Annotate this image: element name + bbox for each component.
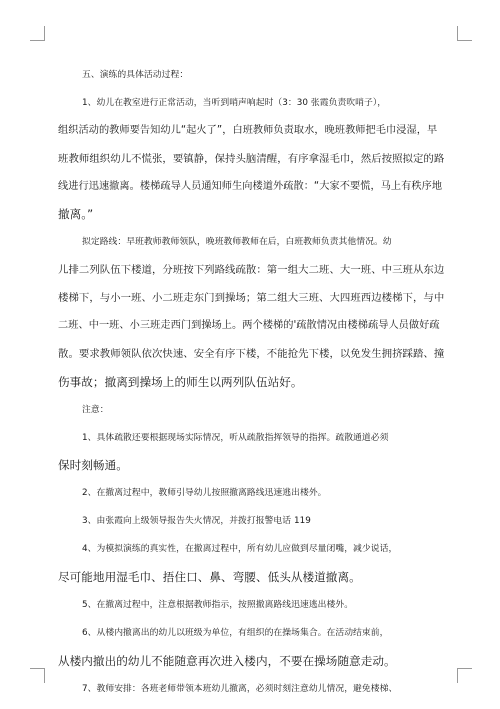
text-line: 班教师组织幼儿不慌张，要镇静，保持头脑清醒，有序拿湿毛巾，然后按照拟定的路 <box>58 152 445 165</box>
text-line: 5、在撤离过程中，注意根据教师指示，按照撤离路线迅速逃出楼外。 <box>82 599 354 610</box>
text-line: 1、幼儿在教室进行正常活动，当听到哨声响起时（3：30 张霞负责吹哨子）， <box>82 97 387 108</box>
text-line: 6、从楼内撤离出的幼儿以班级为单位，有组织的在操场集合。在活动结束前， <box>82 627 389 638</box>
text-line: 儿排二列队伍下楼道，分班按下列路线疏散：第一组大二班、大一班、中三班从东边 <box>58 264 445 277</box>
document-body <box>58 68 444 709</box>
text-line: 4、为模拟演练的真实性，在撤离过程中，所有幼儿应做到尽量闭嘴，减少说话， <box>82 544 398 555</box>
text-line: 尽可能地用湿毛巾、捂住口、鼻、弯腰、低头从楼道撤离。 <box>58 570 361 585</box>
text-line: 保时刻畅通。 <box>58 458 128 473</box>
text-line: 散。要求教师领队依次快速、安全有序下楼，不能抢先下楼，以免发生拥挤踩踏、撞 <box>58 347 445 360</box>
text-line: 楼梯下，与小一班、小二班走东门到操场；第二组大三班、大四班西边楼梯下，与中 <box>58 292 445 305</box>
text-line: 五、演练的具体活动过程： <box>82 70 189 80</box>
text-line: 3、由张霞向上级领导报告失火情况，并拨打报警电话 119 <box>82 516 311 527</box>
text-line: 撤离。” <box>58 207 94 222</box>
text-line: 伤事故；撤离到操场上的师生以两列队伍站好。 <box>58 374 303 389</box>
crop-mark-top-right <box>457 26 472 41</box>
crop-mark-bottom-right <box>457 668 472 683</box>
text-line: 线进行迅速撤离。楼梯疏导人员通知师生向楼道外疏散：“大家不要慌，马上有秩序地 <box>58 180 443 192</box>
text-line: 拟定路线：早班教师教师领队，晚班教师教师在后，白班教师负责其他情况。幼 <box>82 237 392 248</box>
crop-mark-bottom-left <box>30 668 45 683</box>
text-line: 注意： <box>82 404 109 415</box>
text-line: 组织活动的教师要告知幼儿“起火了”，白班教师负责取水，晚班教师把毛巾浸湿，早 <box>58 124 438 136</box>
text-line: 从楼内撤出的幼儿不能随意再次进入楼内，不要在操场随意走动。 <box>58 653 396 668</box>
text-line: 1、具体疏散还要根据现场实际情况，听从疏散指挥领导的指挥。疏散通道必须 <box>82 432 389 443</box>
crop-mark-top-left <box>30 26 45 41</box>
text-line: 二班、中一班、小三班走西门到操场上。两个楼梯的'疏散情况由楼梯疏导人员做好疏 <box>58 320 440 332</box>
text-line: 2、在撤离过程中，教师引导幼儿按照撤离路线迅速逃出楼外。 <box>82 488 327 499</box>
text-line: 7、教师安排：各班老师带领本班幼儿撤离，必须时刻注意幼儿情况，避免楼梯、 <box>82 683 398 694</box>
